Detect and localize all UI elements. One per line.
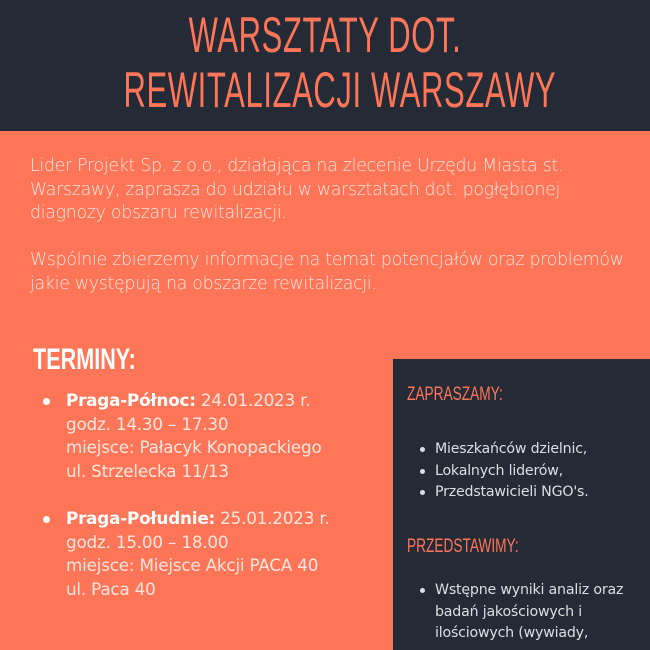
sidebar-box	[393, 359, 650, 650]
intro-text	[30, 155, 630, 296]
event-place: miejsce: Pałacyk Konopackiego	[66, 437, 322, 457]
page-title-line-1: WARSZTATY DOT.	[188, 7, 462, 63]
event-address: ul. Strzelecka 11/13	[66, 460, 229, 481]
list-item	[407, 482, 647, 504]
list-item-text: Lokalnych liderów,	[435, 462, 563, 479]
event-time: godz. 14.30 – 17.30	[66, 413, 229, 434]
event-address: ul. Paca 40	[66, 578, 156, 599]
bullet-icon	[43, 398, 50, 405]
list-item	[407, 461, 647, 483]
list-item-text: Mieszkańców dzielnic,	[435, 441, 588, 457]
bullet-icon	[43, 516, 50, 523]
page-title-line-2: REWITALIZACJI WARSZAWY	[123, 62, 557, 118]
intro-paragraph-1: Lider Projekt Sp. z o.o., działająca na zlecenie Urzędu Miasta st. Warszawy, zaprasza do udziału w warsztatach dot. pogłębionej diagnozy obszaru rewitalizacji.	[30, 156, 564, 223]
intro-paragraph-2: Wspólnie zbierzemy informacje na temat potencjałów oraz problemów jakie występują na obszarze rewitalizacji.	[30, 250, 624, 294]
zapraszamy-heading: ZAPRASZAMY:	[407, 384, 503, 405]
terminy-list	[38, 389, 388, 601]
list-item-text: Wstępne wyniki analiz oraz badań jakościowych i ilościowych (wywiady,	[435, 582, 624, 641]
event-date: 24.01.2023 r.	[195, 390, 311, 410]
list-item-text: Przedstawicieli NGO's.	[435, 484, 589, 500]
bullet-icon	[420, 588, 425, 593]
list-item	[38, 507, 388, 601]
przedstawimy-heading: PRZEDSTAWIMY:	[407, 536, 519, 557]
bullet-icon	[420, 469, 425, 474]
terminy-heading: TERMINY:	[33, 343, 136, 376]
header-banner	[0, 0, 650, 131]
list-item	[38, 389, 388, 483]
przedstawimy-list	[407, 580, 647, 645]
event-place: miejsce: Miejsce Akcji PACA 40	[66, 555, 319, 575]
district-name: Praga-Południe:	[66, 508, 216, 528]
list-item	[407, 580, 647, 645]
bullet-icon	[420, 490, 425, 495]
event-date: 25.01.2023 r.	[215, 508, 330, 528]
district-name: Praga-Północ:	[66, 390, 196, 410]
list-item	[407, 439, 647, 461]
zapraszamy-list	[407, 439, 647, 504]
bullet-icon	[420, 447, 425, 452]
event-time: godz. 15.00 – 18.00	[66, 531, 229, 552]
